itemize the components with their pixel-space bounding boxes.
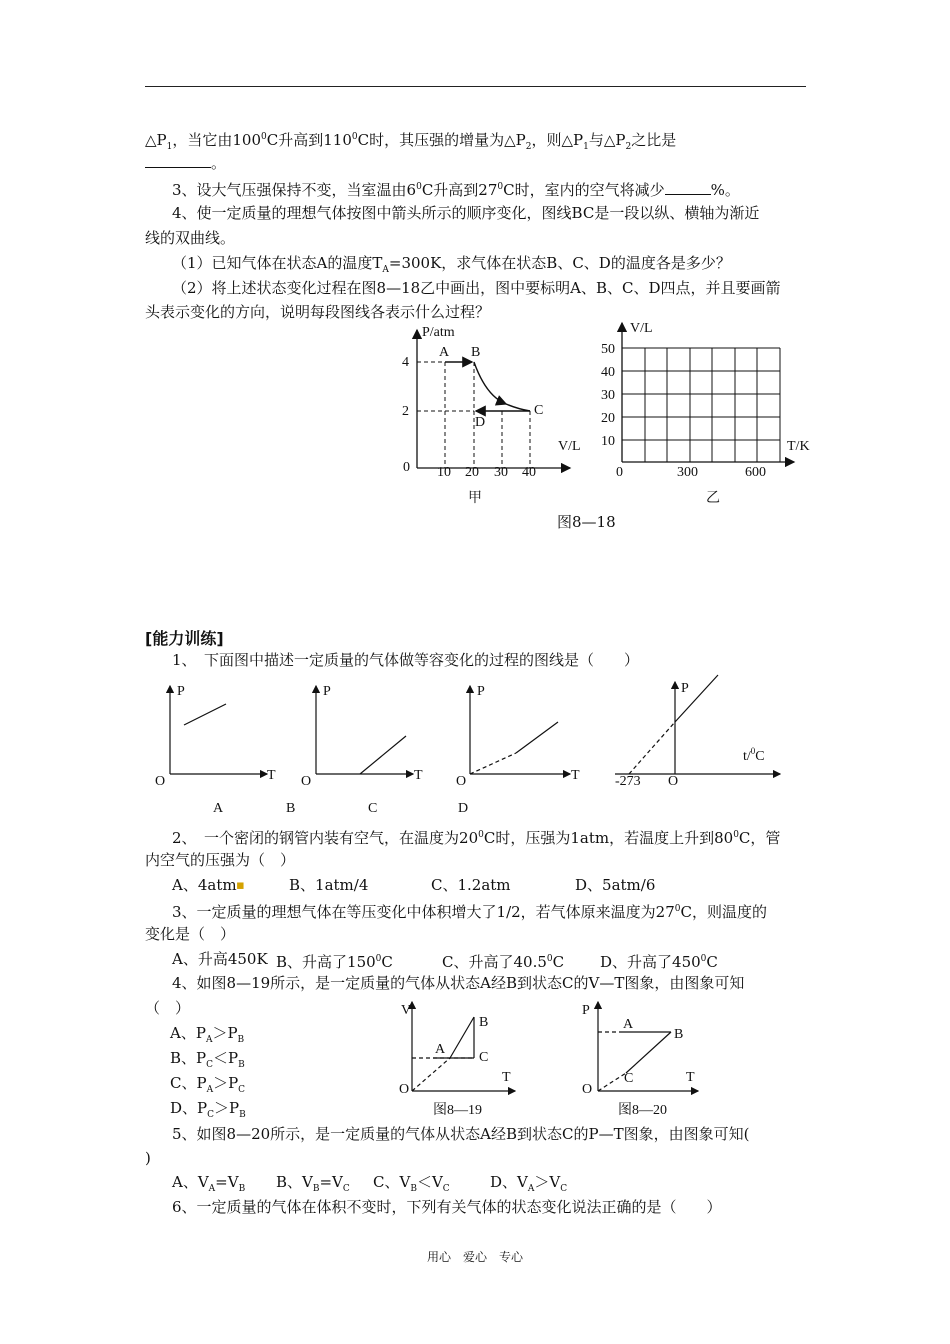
mc3-line-1: 3、一定质量的理想气体在等压变化中体积增大了1/2，若气体原来温度为$27^0C$，则温度的 bbox=[172, 903, 767, 921]
yi-ylabel: V/L bbox=[630, 321, 653, 336]
svg-text:t/0C: t/$^0$C bbox=[743, 746, 765, 764]
svg-text:P: P bbox=[177, 684, 185, 699]
mc4-option-a: A、$P_A>P_B$ bbox=[170, 1024, 245, 1045]
mc2-option-c: C、1.2atm bbox=[431, 876, 511, 894]
svg-text:P: P bbox=[582, 1003, 590, 1018]
svg-text:O: O bbox=[301, 774, 312, 789]
mc3-line-2: 变化是（ ） bbox=[145, 925, 236, 943]
svg-text:C: C bbox=[624, 1071, 634, 1086]
mc5-option-d: D、$V_A>V_C$ bbox=[490, 1173, 568, 1194]
svg-text:T: T bbox=[267, 768, 276, 783]
header-rule bbox=[145, 86, 806, 87]
jia-point-D: D bbox=[475, 415, 486, 430]
jia-xtick-40: 40 bbox=[522, 465, 536, 480]
mc5-option-a: A、$V_A=V_B$ bbox=[172, 1173, 246, 1194]
mc5-option-c: C、$V_B<V_C$ bbox=[373, 1173, 450, 1194]
mc3-option-b: B、升高了$150^0C$ bbox=[276, 953, 393, 971]
mc1-letter-b: B bbox=[286, 801, 296, 816]
jia-point-C: C bbox=[534, 403, 544, 418]
q4-line-2: 线的双曲线。 bbox=[145, 229, 236, 247]
yi-origin: 0 bbox=[616, 465, 623, 480]
jia-xlabel: V/L bbox=[558, 439, 581, 454]
svg-text:T: T bbox=[414, 768, 423, 783]
svg-text:P: P bbox=[477, 684, 485, 699]
q4-line-1: 4、使一定质量的理想气体按图中箭头所示的顺序变化，图线BC是一段以纵、横轴为渐近 bbox=[172, 204, 760, 222]
mc1-graphs bbox=[150, 672, 790, 820]
mc5-line-1: 5、如图8—20所示，是一定质量的气体从状态A经B到状态C的P—T图象，由图象可知( bbox=[172, 1125, 750, 1143]
jia-caption: 甲 bbox=[468, 491, 482, 506]
section-title: [能力训练] bbox=[145, 629, 224, 648]
mc2-option-d: D、5atm/6 bbox=[575, 876, 656, 894]
figure-8-18-yi bbox=[600, 318, 820, 508]
yi-ytick-30: 30 bbox=[601, 388, 615, 403]
mc1-stem: 1、 下面图中描述一定质量的气体做等容变化的过程的图线是（ ） bbox=[172, 651, 640, 669]
jia-xtick-20: 20 bbox=[465, 465, 479, 480]
mc4-line-2: （ ） bbox=[145, 999, 191, 1017]
yi-xtick-600: 600 bbox=[745, 465, 766, 480]
jia-xtick-10: 10 bbox=[437, 465, 451, 480]
yi-caption: 乙 bbox=[706, 491, 720, 506]
svg-text:T: T bbox=[571, 768, 580, 783]
figure-8-20 bbox=[578, 998, 708, 1120]
svg-text:T: T bbox=[686, 1070, 695, 1085]
q2-tail-line: $\triangle P_1$，当它由$100^0C$升高到$110^0C$时，其压强的增量为$\triangle P_2$，则$\triangle P_1$与$\triangle P_2$之比是 bbox=[145, 131, 677, 152]
svg-text:B: B bbox=[674, 1027, 684, 1042]
q4-sub1: （1）已知气体在状态A的温度$T_A=300K$，求气体在状态B、C、D的温度各是多少？ bbox=[172, 254, 731, 275]
mc5-line-2: ) bbox=[145, 1149, 151, 1167]
mc3-option-c: C、升高了40.5$^0$C bbox=[442, 953, 565, 971]
svg-text:-273: -273 bbox=[615, 774, 641, 789]
svg-text:图8—20: 图8—20 bbox=[618, 1103, 667, 1118]
mc1-graph-b bbox=[301, 684, 423, 789]
svg-text:A: A bbox=[435, 1042, 446, 1057]
yi-ytick-10: 10 bbox=[601, 434, 615, 449]
mc2-line-2: 内空气的压强为（ ） bbox=[145, 851, 296, 869]
svg-text:V: V bbox=[401, 1003, 412, 1018]
q3-line: 3、设大气压强保持不变，当室温由$6^0C$升高到$27^0C$时，室内的空气将减少 %。 bbox=[172, 181, 740, 199]
jia-xtick-30: 30 bbox=[494, 465, 508, 480]
mc2-line-1: 2、 一个密闭的钢管内装有空气，在温度为$20^0C$时，压强为1atm，若温度上升到$80^0C$，管 bbox=[172, 829, 781, 847]
yi-grid bbox=[622, 348, 780, 462]
figure-8-18-jia bbox=[390, 318, 600, 508]
svg-text:P: P bbox=[681, 681, 689, 696]
svg-text:T: T bbox=[502, 1070, 511, 1085]
q4-sub2-line-1: （2）将上述状态变化过程在图8—18乙中画出，图中要标明A、B、C、D四点，并且要画箭 bbox=[172, 279, 781, 297]
mc3-option-d: D、升高了$450^0C$ bbox=[600, 953, 718, 971]
figure-8-18-caption: 图8—18 bbox=[557, 513, 616, 531]
mc3-option-a: A、升高450K bbox=[172, 950, 268, 968]
figure-8-19 bbox=[395, 998, 525, 1120]
svg-text:O: O bbox=[399, 1082, 410, 1097]
svg-text:O: O bbox=[155, 774, 166, 789]
yi-ytick-40: 40 bbox=[601, 365, 615, 380]
jia-point-A: A bbox=[439, 345, 450, 360]
svg-text:O: O bbox=[668, 774, 679, 789]
q4-sub2-line-2: 头表示变化的方向，说明每段图线各表示什么过程？ bbox=[145, 303, 491, 321]
mc4-option-c: C、$P_A>P_C$ bbox=[170, 1074, 246, 1095]
mc1-letter-a: A bbox=[213, 801, 224, 816]
svg-text:A: A bbox=[623, 1017, 634, 1032]
jia-ylabel: P/atm bbox=[422, 325, 455, 340]
mc1-graph-a bbox=[155, 684, 276, 789]
mc4-option-d: D、$P_C>P_B$ bbox=[170, 1099, 246, 1120]
mc5-option-b: B、$V_B=V_C$ bbox=[276, 1173, 350, 1194]
mc6-stem: 6、一定质量的气体在体积不变时，下列有关气体的状态变化说法正确的是（ ） bbox=[172, 1198, 722, 1216]
svg-text:C: C bbox=[479, 1050, 489, 1065]
mc4-line-1: 4、如图8—19所示，是一定质量的气体从状态A经B到状态C的V—T图象，由图象可知 bbox=[172, 974, 745, 992]
svg-text:图8—19: 图8—19 bbox=[433, 1103, 482, 1118]
page-footer: 用心 爱心 专心 bbox=[426, 1250, 523, 1264]
mc1-graph-d bbox=[615, 675, 780, 789]
mc1-letter-c: C bbox=[368, 801, 378, 816]
svg-text:P: P bbox=[323, 684, 331, 699]
svg-text:O: O bbox=[582, 1082, 593, 1097]
mc2-option-b: B、1atm/4 bbox=[289, 876, 369, 894]
mc1-graph-c bbox=[456, 684, 580, 789]
yi-xtick-300: 300 bbox=[677, 465, 698, 480]
jia-ytick-2: 2 bbox=[402, 404, 409, 419]
yi-ytick-20: 20 bbox=[601, 411, 615, 426]
yi-xlabel: T/K bbox=[787, 439, 810, 454]
mc2-option-a: A、4atm bbox=[172, 876, 237, 894]
q2-answer-blank: 。 bbox=[145, 153, 226, 173]
mc1-letter-d: D bbox=[458, 801, 469, 816]
yi-ytick-50: 50 bbox=[601, 342, 615, 357]
svg-text:O: O bbox=[456, 774, 467, 789]
jia-ytick-4: 4 bbox=[402, 355, 409, 370]
svg-text:B: B bbox=[479, 1015, 489, 1030]
jia-point-B: B bbox=[471, 345, 481, 360]
mc4-option-b: B、$P_C<P_B$ bbox=[170, 1049, 245, 1070]
mc2-dot-mark: ▪ bbox=[236, 878, 245, 893]
jia-origin: 0 bbox=[403, 460, 410, 475]
